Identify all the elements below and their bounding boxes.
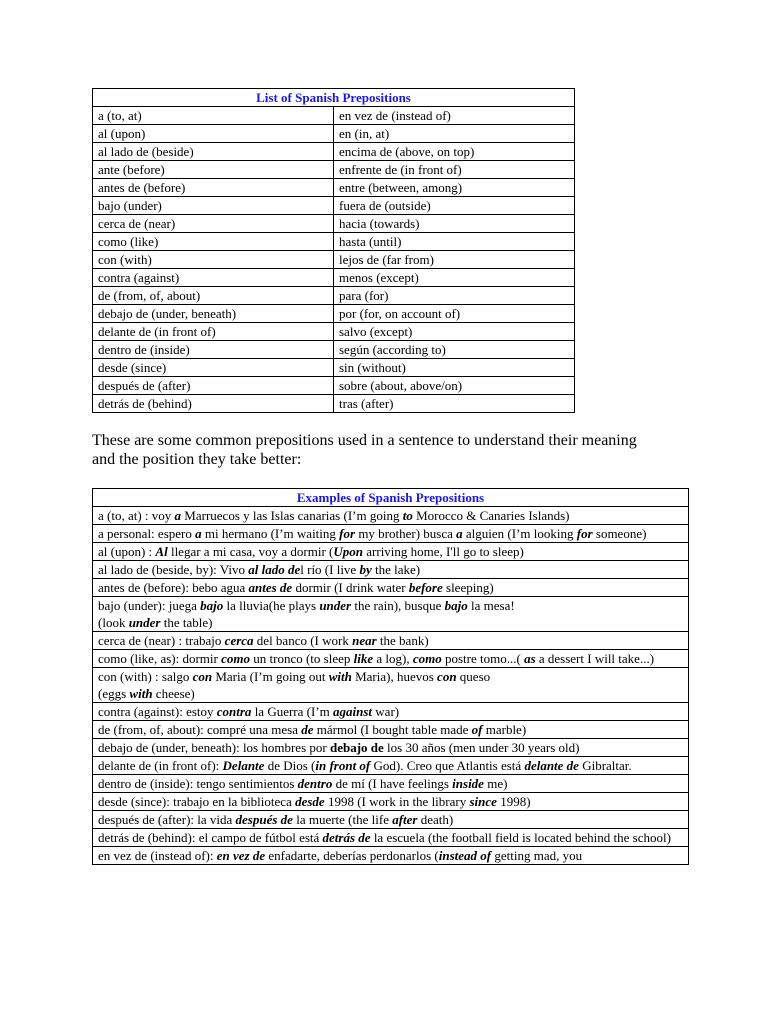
prepositions-table-title: List of Spanish Prepositions — [93, 89, 575, 107]
example-cell — [93, 703, 689, 721]
example-cell — [93, 525, 689, 543]
table-cell: dentro de (inside) — [93, 341, 334, 359]
table-row — [93, 847, 689, 865]
emphasis-text: de — [301, 722, 314, 737]
emphasis-text: con — [437, 669, 457, 684]
emphasis-text: since — [469, 794, 497, 809]
example-text: la mesa! — [467, 598, 515, 613]
table-row — [93, 829, 689, 847]
table-cell: detrás de (behind) — [93, 395, 334, 413]
table-row — [93, 579, 689, 597]
emphasis-text: under — [319, 598, 352, 613]
table-row — [93, 161, 575, 179]
table-row — [93, 107, 575, 125]
table-cell: con (with) — [93, 251, 334, 269]
table-cell: por (for, on account of) — [334, 305, 575, 323]
example-text: someone) — [592, 526, 647, 541]
example-text: cheese) — [152, 686, 195, 701]
table-row — [93, 757, 689, 775]
table-cell: salvo (except) — [334, 323, 575, 341]
example-text: dormir (I drink water — [292, 580, 409, 595]
example-text: de (from, of, about): compré una mesa — [98, 722, 302, 737]
example-cell — [93, 507, 689, 525]
table-cell: desde (since) — [93, 359, 334, 377]
example-text: en vez de (instead of): — [98, 848, 217, 863]
table-cell: a (to, at) — [93, 107, 334, 125]
example-text: al (upon) : — [98, 544, 156, 559]
table-title-row — [93, 89, 575, 107]
example-text: debajo de (under, beneath): los hombres por — [98, 740, 330, 755]
emphasis-text: with — [129, 686, 153, 701]
table-row — [93, 721, 689, 739]
table-row — [93, 305, 575, 323]
example-text: dentro de (inside): tengo sentimientos — [98, 776, 298, 791]
table-row — [93, 341, 575, 359]
example-text: mi hermano (I’m waiting — [201, 526, 340, 541]
example-text: bajo (under): juega — [98, 598, 201, 613]
table-row — [93, 597, 689, 632]
example-text: a (to, at) : voy — [98, 508, 175, 523]
emphasis-text: instead of — [438, 848, 492, 863]
example-text: me) — [483, 776, 508, 791]
examples-table-title: Examples of Spanish Prepositions — [93, 489, 689, 507]
table-cell: bajo (under) — [93, 197, 334, 215]
emphasis-text: como — [221, 651, 250, 666]
example-text: (eggs — [98, 686, 130, 701]
example-text: del banco (I work — [253, 633, 353, 648]
emphasis-text: en vez de — [216, 848, 266, 863]
example-text: Marruecos y las Islas canarias (I’m going — [181, 508, 403, 523]
table-cell: encima de (above, on top) — [334, 143, 575, 161]
example-text: death) — [417, 812, 454, 827]
example-text: a dessert I will take...) — [535, 651, 655, 666]
table-cell: hasta (until) — [334, 233, 575, 251]
example-text: al lado de (beside, by): Vivo — [98, 562, 249, 577]
example-text: como (like, as): dormir — [98, 651, 222, 666]
example-text: 1998 (I work in the library — [324, 794, 470, 809]
emphasis-text: against — [333, 704, 373, 719]
example-text: sleeping) — [442, 580, 494, 595]
emphasis-text: by — [359, 562, 372, 577]
example-cell — [93, 847, 689, 865]
example-text: the bank) — [376, 633, 429, 648]
emphasis-text: al lado de — [248, 562, 301, 577]
example-text: antes de (before): bebo agua — [98, 580, 249, 595]
example-text: enfadarte, deberías perdonarlos ( — [265, 848, 439, 863]
table-row — [93, 632, 689, 650]
table-cell: entre (between, among) — [334, 179, 575, 197]
example-text: Maria (I’m going out — [212, 669, 329, 684]
emphasis-text: desde — [295, 794, 325, 809]
example-text: God). Creo que Atlantis está — [370, 758, 525, 773]
emphasis-text: dentro — [297, 776, 333, 791]
example-text: war) — [372, 704, 400, 719]
table-row — [93, 215, 575, 233]
emphasis-text: of — [471, 722, 483, 737]
table-row — [93, 395, 575, 413]
emphasis-text: debajo de — [329, 740, 384, 755]
example-text: a personal: espero — [98, 526, 196, 541]
table-cell: debajo de (under, beneath) — [93, 305, 334, 323]
example-text: con (with) : salgo — [98, 669, 193, 684]
emphasis-text: bajo — [444, 598, 468, 613]
example-cell — [93, 597, 689, 632]
table-cell: en (in, at) — [334, 125, 575, 143]
table-title-row — [93, 489, 689, 507]
table-cell: enfrente de (in front of) — [334, 161, 575, 179]
example-cell — [93, 775, 689, 793]
example-text: cerca de (near) : trabajo — [98, 633, 225, 648]
table-row — [93, 703, 689, 721]
example-text: mármol (I bought table made — [313, 722, 472, 737]
example-text: la Guerra (I’m — [251, 704, 334, 719]
example-text: arriving home, I'll go to sleep) — [363, 544, 524, 559]
example-cell — [93, 561, 689, 579]
table-row — [93, 323, 575, 341]
emphasis-text: antes de — [248, 580, 293, 595]
emphasis-text: for — [576, 526, 593, 541]
example-text: Gibraltar. — [578, 758, 632, 773]
example-text: Maria), huevos — [351, 669, 438, 684]
example-cell — [93, 543, 689, 561]
table-cell: fuera de (outside) — [334, 197, 575, 215]
emphasis-text: Upon — [333, 544, 364, 559]
example-text: la escuela (the football field is located behind the school) — [370, 830, 671, 845]
table-cell: tras (after) — [334, 395, 575, 413]
example-text: the rain), busque — [351, 598, 445, 613]
examples-table — [92, 488, 689, 865]
example-cell — [93, 579, 689, 597]
example-text: getting mad, you — [491, 848, 583, 863]
example-cell — [93, 632, 689, 650]
table-row — [93, 143, 575, 161]
example-cell — [93, 650, 689, 668]
example-text: llegar a mi casa, voy a dormir ( — [167, 544, 334, 559]
emphasis-text: like — [353, 651, 374, 666]
table-row — [93, 525, 689, 543]
example-cell — [93, 668, 689, 703]
table-row — [93, 507, 689, 525]
example-text: delante de (in front of): — [98, 758, 223, 773]
example-text: Morocco & Canaries Islands) — [412, 508, 570, 523]
example-text: de mí (I have feelings — [332, 776, 453, 791]
example-cell — [93, 829, 689, 847]
example-cell — [93, 739, 689, 757]
example-text: la muerte (the life — [292, 812, 393, 827]
emphasis-text: cerca — [224, 633, 254, 648]
example-text: my brother) busca — [355, 526, 457, 541]
example-text: marble) — [482, 722, 527, 737]
example-text: la lluvia(he plays — [223, 598, 320, 613]
emphasis-text: a — [195, 526, 202, 541]
emphasis-text: with — [328, 669, 352, 684]
table-row — [93, 197, 575, 215]
example-text: queso — [456, 669, 491, 684]
table-cell: al (upon) — [93, 125, 334, 143]
example-text: alguien (I’m looking — [462, 526, 577, 541]
emphasis-text: near — [352, 633, 377, 648]
emphasis-text: Al — [155, 544, 168, 559]
table-cell: delante de (in front of) — [93, 323, 334, 341]
example-text: desde (since): trabajo en la biblioteca — [98, 794, 296, 809]
emphasis-text: a — [174, 508, 182, 523]
example-text: un tronco (to sleep — [250, 651, 354, 666]
example-text: después de (after): la vida — [98, 812, 236, 827]
example-text: l río (I live — [300, 562, 360, 577]
table-row — [93, 287, 575, 305]
example-text: 1998) — [496, 794, 531, 809]
example-text: postre tomo...( — [441, 651, 525, 666]
example-text: the lake) — [371, 562, 421, 577]
emphasis-text: to — [402, 508, 413, 523]
example-text: the table) — [160, 615, 213, 630]
table-row — [93, 125, 575, 143]
table-row — [93, 269, 575, 287]
table-cell: sin (without) — [334, 359, 575, 377]
intro-paragraph: These are some common prepositions used in a sentence to understand their meaning and the position they take better: — [92, 432, 637, 468]
emphasis-text: after — [392, 812, 418, 827]
example-text: detrás de (behind): el campo de fútbol está — [98, 830, 323, 845]
table-cell: ante (before) — [93, 161, 334, 179]
emphasis-text: Delante — [222, 758, 265, 773]
table-row — [93, 377, 575, 395]
example-cell — [93, 793, 689, 811]
example-text: los 30 años (men under 30 years old) — [383, 740, 580, 755]
example-text: a log), — [373, 651, 413, 666]
example-text: (look — [98, 615, 129, 630]
table-row — [93, 650, 689, 668]
table-cell: al lado de (beside) — [93, 143, 334, 161]
table-row — [93, 251, 575, 269]
table-cell: hacia (towards) — [334, 215, 575, 233]
table-cell: sobre (about, above/on) — [334, 377, 575, 395]
example-cell — [93, 721, 689, 739]
table-row — [93, 179, 575, 197]
emphasis-text: contra — [216, 704, 252, 719]
emphasis-text: a — [456, 526, 463, 541]
table-row — [93, 739, 689, 757]
emphasis-text: delante de — [524, 758, 579, 773]
emphasis-text: inside — [452, 776, 484, 791]
emphasis-text: detrás de — [322, 830, 371, 845]
table-row — [93, 561, 689, 579]
table-cell: de (from, of, about) — [93, 287, 334, 305]
emphasis-text: como — [412, 651, 442, 666]
emphasis-text: con — [192, 669, 213, 684]
table-cell: antes de (before) — [93, 179, 334, 197]
table-cell: como (like) — [93, 233, 334, 251]
emphasis-text: as — [524, 651, 536, 666]
table-cell: para (for) — [334, 287, 575, 305]
table-row — [93, 811, 689, 829]
table-cell: menos (except) — [334, 269, 575, 287]
table-row — [93, 668, 689, 703]
prepositions-table — [92, 88, 575, 413]
table-cell: después de (after) — [93, 377, 334, 395]
table-row — [93, 543, 689, 561]
table-cell: contra (against) — [93, 269, 334, 287]
table-cell: cerca de (near) — [93, 215, 334, 233]
table-row — [93, 793, 689, 811]
table-cell: en vez de (instead of) — [334, 107, 575, 125]
emphasis-text: después de — [235, 812, 293, 827]
emphasis-text: bajo — [200, 598, 224, 613]
example-cell — [93, 811, 689, 829]
table-row — [93, 233, 575, 251]
emphasis-text: in front of — [315, 758, 371, 773]
emphasis-text: for — [339, 526, 356, 541]
table-row — [93, 359, 575, 377]
example-text: contra (against): estoy — [98, 704, 217, 719]
example-cell — [93, 757, 689, 775]
example-text: de Dios ( — [264, 758, 316, 773]
table-row — [93, 775, 689, 793]
table-cell: según (according to) — [334, 341, 575, 359]
table-cell: lejos de (far from) — [334, 251, 575, 269]
emphasis-text: before — [408, 580, 443, 595]
emphasis-text: under — [128, 615, 161, 630]
